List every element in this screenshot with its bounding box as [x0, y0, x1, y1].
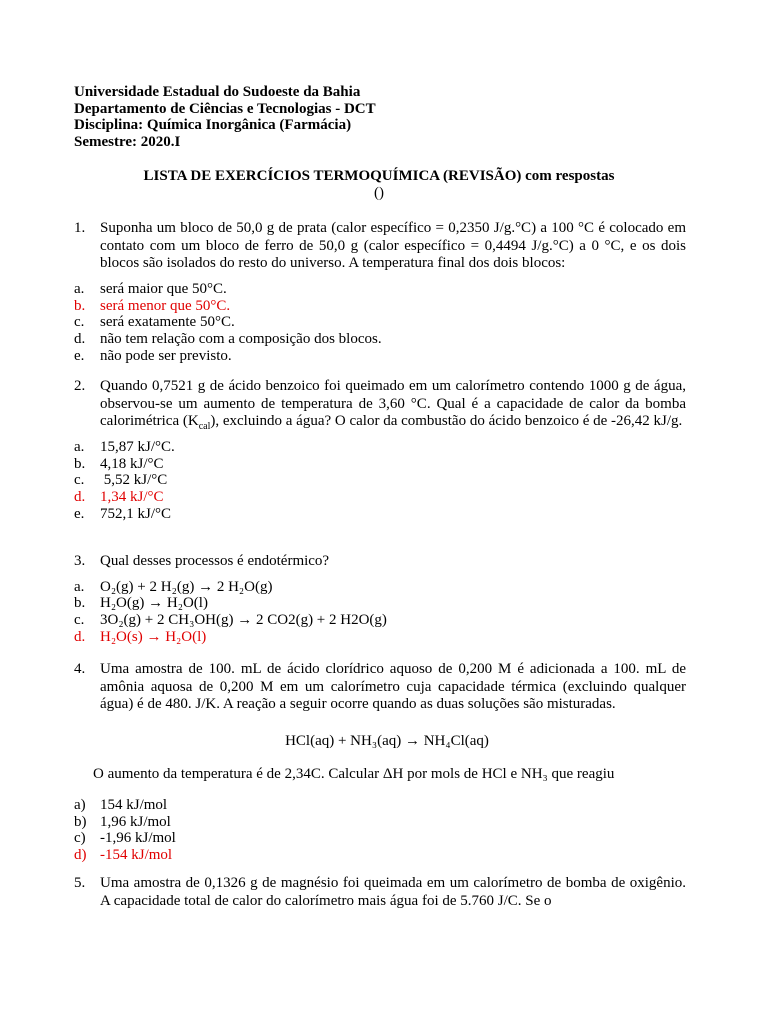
option-a: a. O₂(g) + 2 H₂(g) → 2 H₂O(g) — [74, 578, 273, 595]
options-list — [74, 579, 686, 646]
options-list — [74, 281, 686, 365]
option-c: c. 3O₂(g) + 2 CH₃OH(g) → 2 CO2(g) + 2 H2O(g) — [74, 612, 387, 629]
question-1 — [74, 220, 686, 365]
question-number: 2. — [74, 378, 86, 394]
university-line: Universidade Estadual do Sudoeste da Bahia — [74, 84, 361, 100]
option-a: a) 154 kJ/mol — [74, 796, 168, 813]
option-d: d. não tem relação com a composição dos blocos. — [74, 331, 382, 348]
question-number: 5. — [74, 875, 86, 891]
question-3 — [74, 553, 686, 646]
semester-line: Semestre: 2020.I — [74, 133, 181, 150]
question-text: Quando 0,7521 g de ácido benzoico foi queimado em um calorímetro contendo 1000 g de água, observou-se um aumento de temperatura de 3,60 °C. Qual é a capacidade de calor da bomba calorimétrica $(K_{cal})$, excluindo a água? O calor da combustão do ácido benzoico é de -26,42 kJ/g. — [100, 378, 686, 433]
question-text: Qual desses processos é endotérmico? — [100, 553, 330, 569]
option-b-answer: b. será menor que 50°C. — [74, 297, 231, 314]
option-d-answer: d) -154 kJ/mol — [74, 847, 173, 864]
option-a: a. será maior que 50°C. — [74, 280, 227, 297]
department-line: Departamento de Ciências e Tecnologias - DCT — [74, 100, 376, 117]
option-b: b) 1,96 kJ/mol — [74, 813, 171, 830]
discipline-line: Disciplina: Química Inorgânica (Farmácia) — [74, 117, 352, 133]
option-c: c. será exatamente 50°C. — [74, 314, 235, 331]
question-2 — [74, 378, 686, 523]
option-c: c. 5,52 kJ/°C — [74, 472, 168, 489]
question-text: Uma amostra de 100. mL de ácido clorídrico aquoso de 0,200 M é adicionada a 100. mL de amônia aquosa de 0,200 M em um calorímetro cuja capacidade térmica (excluindo qualquer água) é de 480. J/K. A reação a seguir ocorre quando as duas soluções são misturadas. — [100, 661, 686, 713]
option-c: c) -1,96 kJ/mol — [74, 830, 176, 847]
question-text: Suponha um bloco de 50,0 g de prata (calor específico = 0,2350 J/g.°C) a 100 °C é colocado em contato com um bloco de ferro de 50,0 g (calor específico = 0,4494 J/g.°C) a 0 °C, e os dois blocos são isolados do resto do universo. A temperatura final dos dois blocos: — [100, 220, 686, 272]
document-title: LISTA DE EXERCÍCIOS TERMOQUÍMICA (REVISÃO) com respostas — [143, 168, 615, 184]
document-subtitle: () — [374, 185, 384, 201]
question-number: 3. — [74, 553, 86, 569]
option-e: e. não pode ser previsto. — [74, 347, 232, 364]
option-e: e. 752,1 kJ/°C — [74, 505, 172, 522]
option-b: b. 4,18 kJ/°C — [74, 455, 164, 472]
option-a: a. 15,87 kJ/°C. — [74, 438, 175, 455]
option-d-answer: d. H₂O(s) → H₂O(l) — [74, 628, 207, 645]
reaction-equation: HCl(aq) + NH₃(aq) → NH₄Cl(aq) — [285, 732, 489, 749]
question-5 — [74, 875, 686, 910]
option-b: b. H₂O(g) → H₂O(l) — [74, 595, 208, 612]
options-list — [74, 797, 686, 864]
document-header — [74, 84, 376, 150]
question-4 — [74, 661, 686, 864]
question-prompt: O aumento da temperatura é de 2,34C. Calcular ΔH por mols de HCl e NH₃ que reagiu — [93, 765, 615, 782]
option-d-answer: d. 1,34 kJ/°C — [74, 489, 164, 506]
options-list — [74, 439, 686, 523]
question-number: 4. — [74, 661, 86, 677]
question-number: 1. — [74, 220, 86, 236]
question-text: Uma amostra de 0,1326 g de magnésio foi queimada em um calorímetro de bomba de oxigênio. A capacidade total de calor do calorímetro mais água foi de 5.760 J/C. Se o — [100, 875, 686, 909]
